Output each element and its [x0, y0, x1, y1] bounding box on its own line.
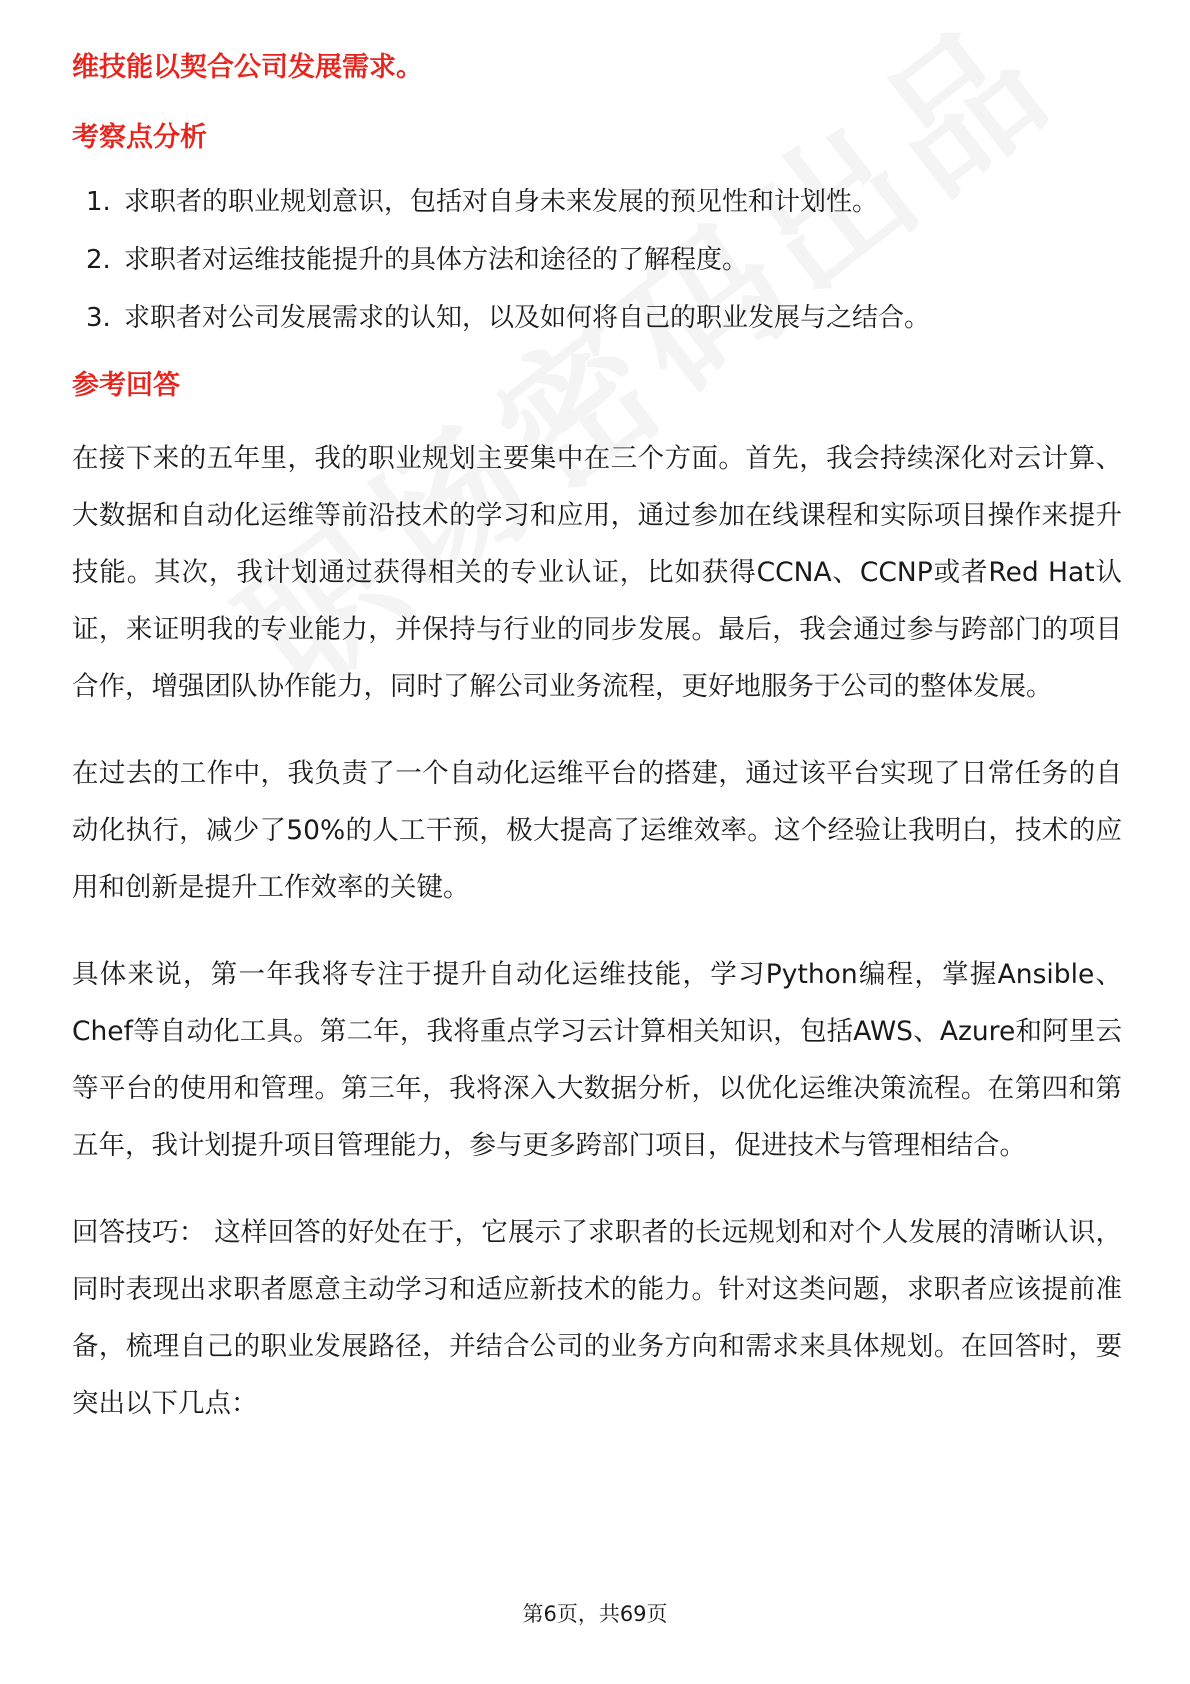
answer-tips-paragraph: 回答技巧： 这样回答的好处在于，它展示了求职者的长远规划和对个人发展的清晰认识，同时表现出求职者愿意主动学习和适应新技术的能力。针对这类问题，求职者应该提前准备，梳理自己的职业发展路径，并结合公司的业务方向和需求来具体规划。在回答时，要突出以下几点：: [72, 1217, 1122, 1419]
answer-paragraph: 在过去的工作中，我负责了一个自动化运维平台的搭建，通过该平台实现了日常任务的自动化执行，减少了50%的人工干预，极大提高了运维效率。这个经验让我明白，技术的应用和创新是提升工作效率的关键。: [72, 758, 1122, 903]
list-item: [72, 298, 1122, 338]
answer-heading: 参考回答: [72, 370, 180, 401]
answer-paragraph: 在接下来的五年里，我的职业规划主要集中在三个方面。首先，我会持续深化对云计算、大数据和自动化运维等前沿技术的学习和应用，通过参加在线课程和实际项目操作来提升技能。其次，我计划通过获得相关的专业认证，比如获得CCNA、CCNP或者Red Hat认证，来证明我的专业能力，并保持与行业的同步发展。最后，我会通过参与跨部门的项目合作，增强团队协作能力，同时了解公司业务流程，更好地服务于公司的整体发展。: [72, 443, 1122, 702]
list-item-text: 求职者对运维技能提升的具体方法和途径的了解程度。: [124, 245, 749, 275]
page-footer: 第6页，共69页: [522, 1602, 668, 1626]
document-page: [72, 48, 1122, 1432]
analysis-list: [72, 182, 1122, 338]
list-item-text: 求职者的职业规划意识，包括对自身未来发展的预见性和计划性。: [124, 187, 879, 217]
list-item: [72, 240, 1122, 280]
list-item-number: 3.: [86, 303, 111, 333]
analysis-heading: 考察点分析: [72, 122, 207, 153]
list-item-text: 求职者对公司发展需求的认知，以及如何将自己的职业发展与之结合。: [124, 303, 931, 333]
lead-line: 维技能以契合公司发展需求。: [72, 52, 423, 83]
answer-paragraph: 具体来说，第一年我将专注于提升自动化运维技能，学习Python编程，掌握Ansible、Chef等自动化工具。第二年，我将重点学习云计算相关知识，包括AWS、Azure和阿里云等平台的使用和管理。第三年，我将深入大数据分析，以优化运维决策流程。在第四和第五年，我计划提升项目管理能力，参与更多跨部门项目，促进技术与管理相结合。: [72, 959, 1122, 1161]
list-item: [72, 182, 1122, 222]
list-item-number: 1.: [86, 187, 111, 217]
list-item-number: 2.: [86, 245, 111, 275]
